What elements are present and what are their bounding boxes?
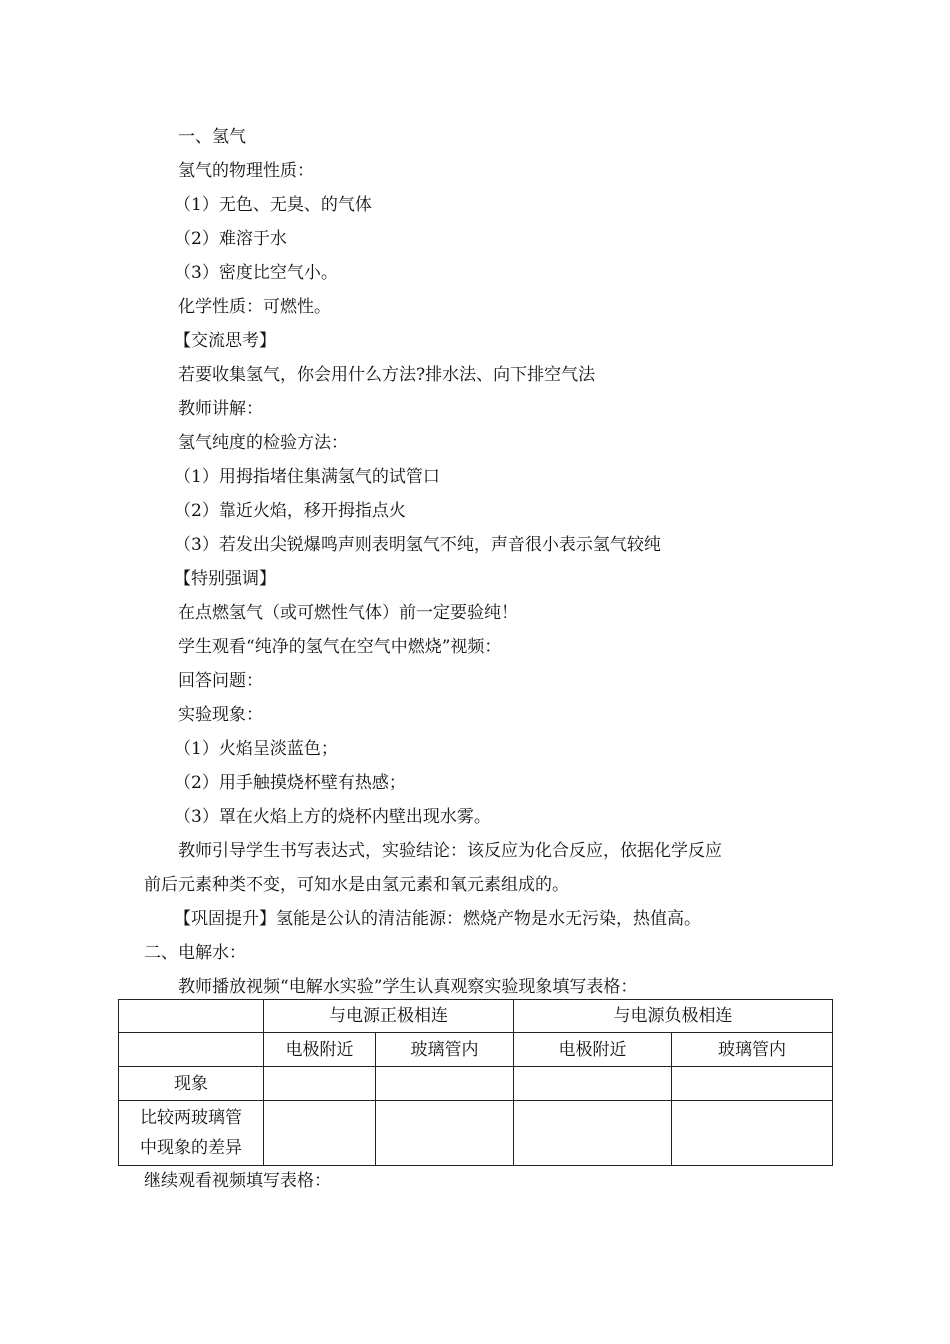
section-heading-electrolysis: 二、电解水： [144,943,246,963]
electrolysis-table [118,999,833,1166]
sub-header-cell: 电极附近 [514,1033,672,1067]
table-cell [672,1101,833,1166]
text-line: 前后元素种类不变，可知水是由氢元素和氧元素组成的。 [144,875,569,895]
text-line: 教师播放视频“电解水实验”学生认真观察实验现象填写表格： [178,977,638,997]
sub-header-cell: 玻璃管内 [672,1033,833,1067]
list-item: （1）用拇指堵住集满氢气的试管口 [174,467,440,487]
table-empty-cell [119,1033,264,1067]
text-line: 化学性质：可燃性。 [178,297,331,317]
list-item: （2）用手触摸烧杯壁有热感； [174,773,406,793]
table-cell [514,1067,672,1101]
table-cell [376,1101,514,1166]
text-line: 在点燃氢气（或可燃性气体）前一定要验纯！ [178,603,518,623]
table-cell [672,1067,833,1101]
text-line: 回答问题： [178,671,263,691]
text-line: 继续观看视频填写表格： [144,1171,331,1191]
table-cell [376,1067,514,1101]
row-label-comparison [119,1101,264,1166]
table-cell [514,1101,672,1166]
list-item: （3）罩在火焰上方的烧杯内壁出现水雾。 [174,807,491,827]
list-item: （3）若发出尖锐爆鸣声则表明氢气不纯，声音很小表示氢气较纯 [174,535,661,555]
text-line: 教师引导学生书写表达式，实验结论：该反应为化合反应，依据化学反应 [178,841,722,861]
text-line: 氢气的物理性质： [178,161,314,181]
list-item: （2）难溶于水 [174,229,287,249]
sub-header-cell: 玻璃管内 [376,1033,514,1067]
table-corner-cell [119,1000,264,1033]
sub-header-cell: 电极附近 [264,1033,376,1067]
list-item: （2）靠近火焰，移开拇指点火 [174,501,406,521]
text-line: 【巩固提升】氢能是公认的清洁能源：燃烧产物是水无污染，热值高。 [174,909,701,929]
bracket-heading: 【交流思考】 [174,331,276,351]
list-item: （3）密度比空气小。 [174,263,338,283]
negative-electrode-header: 与电源负极相连 [514,1000,833,1033]
text-line: 氢气纯度的检验方法： [178,433,348,453]
row-label-line: 比较两玻璃管 [140,1108,242,1128]
list-item: （1）火焰呈淡蓝色； [174,739,338,759]
section-heading-hydrogen: 一、氢气 [178,127,246,147]
row-label-line: 中现象的差异 [140,1138,242,1158]
bracket-heading: 【特别强调】 [174,569,276,589]
text-line: 若要收集氢气，你会用什么方法?排水法、向下排空气法 [178,365,596,385]
table-cell [264,1101,376,1166]
text-line: 学生观看“纯净的氢气在空气中燃烧”视频： [178,637,502,657]
text-line: 实验现象： [178,705,263,725]
row-label-phenomenon: 现象 [119,1067,264,1101]
text-line: 教师讲解： [178,399,263,419]
list-item: （1）无色、无臭、的气体 [174,195,372,215]
positive-electrode-header: 与电源正极相连 [264,1000,514,1033]
table-cell [264,1067,376,1101]
